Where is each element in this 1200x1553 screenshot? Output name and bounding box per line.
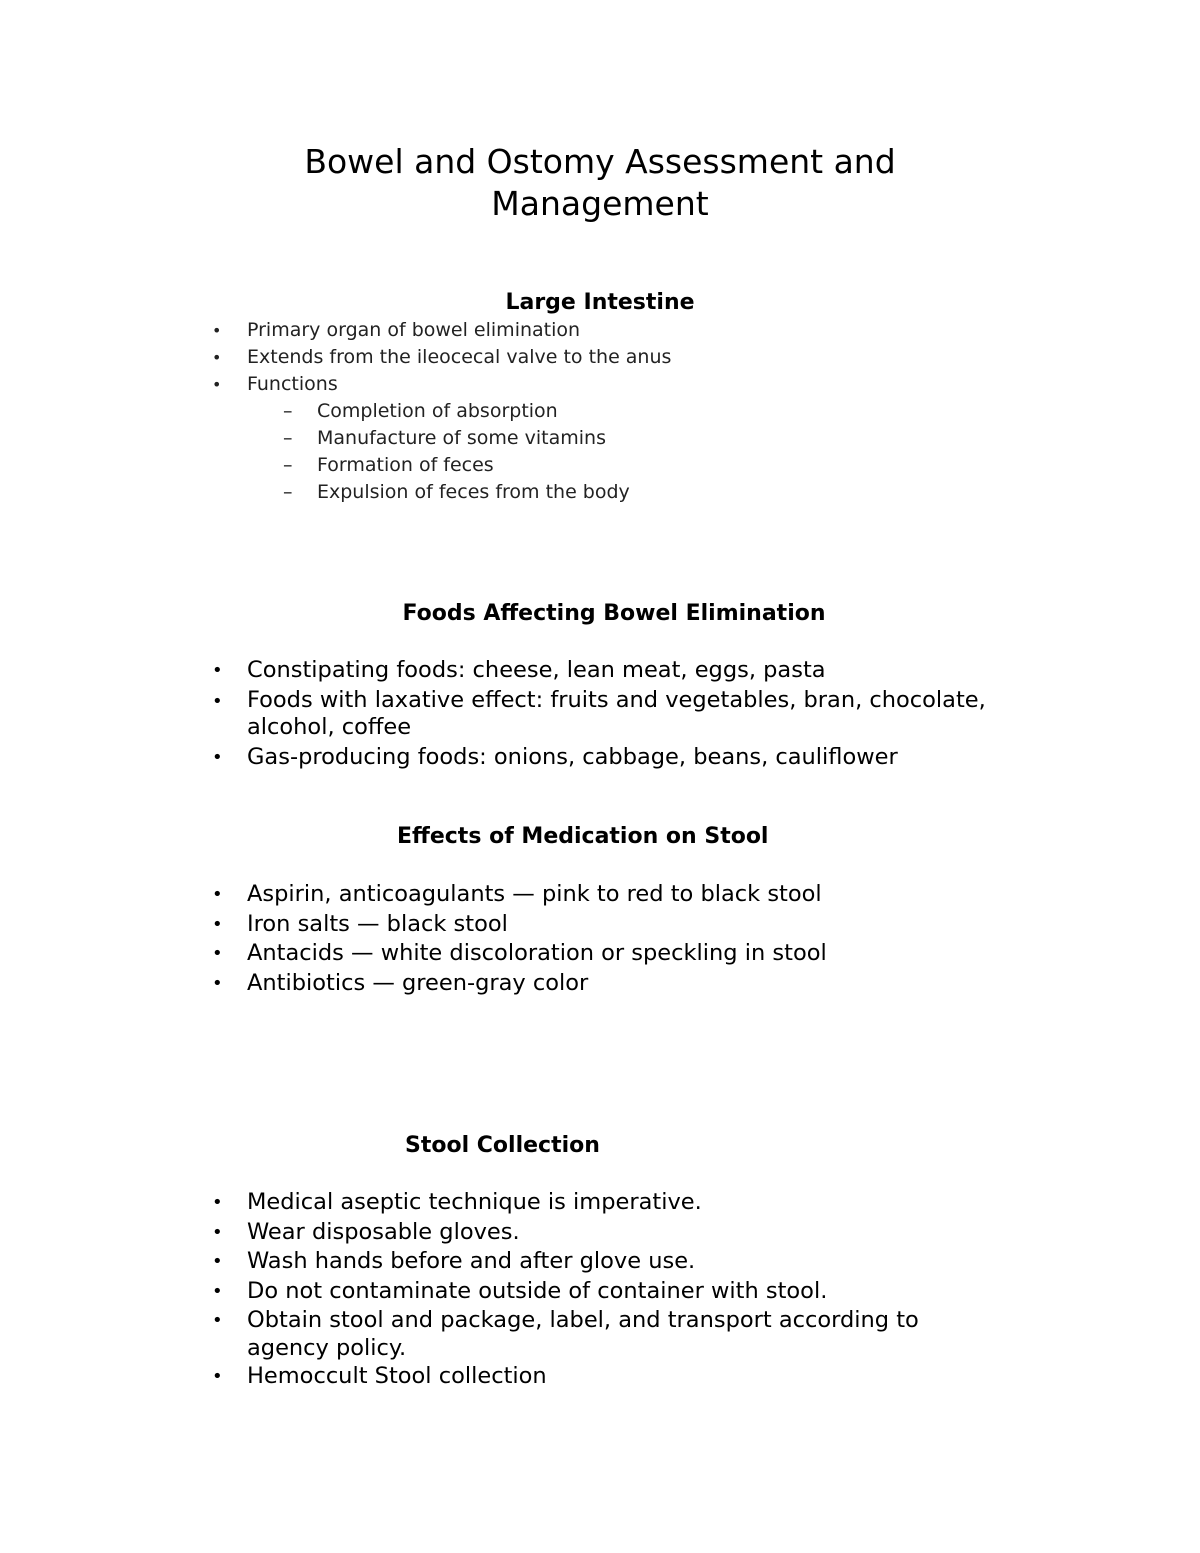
dash-icon: – [283, 427, 293, 449]
bullet-icon: • [212, 746, 223, 768]
list-item-text: Hemoccult Stool collection [247, 1363, 547, 1389]
list-item-text: Constipating foods: cheese, lean meat, eggs, pasta [247, 657, 826, 683]
list-item-text: Wear disposable gloves. [247, 1218, 520, 1245]
sub-list-item [0, 479, 1117, 506]
list-item [0, 317, 1117, 344]
list-item-text: Extends from the ileocecal valve to the anus [247, 346, 672, 368]
medication-list [0, 880, 1047, 998]
list-item-text: Antibiotics — green-gray color [247, 969, 589, 996]
bullet-icon: • [212, 348, 222, 367]
dash-icon: – [283, 454, 293, 476]
list-item-text: Obtain stool and package, label, and transport according to agency policy. [247, 1307, 919, 1361]
list-item-text: Medical aseptic technique is imperative. [247, 1189, 702, 1215]
list-item [0, 743, 1047, 773]
bullet-icon: • [212, 1192, 223, 1213]
list-item-text: Do not contaminate outside of container with stool. [247, 1277, 828, 1304]
bullet-icon: • [212, 690, 223, 712]
list-item [0, 969, 1047, 999]
list-item [0, 371, 1117, 398]
sub-list-item [0, 425, 1117, 452]
sub-list-item-text: Completion of absorption [317, 400, 558, 422]
list-item [0, 1218, 1047, 1248]
foods-list [0, 656, 1047, 772]
bullet-icon: • [212, 884, 223, 905]
bullet-icon: • [212, 1280, 223, 1302]
bullet-icon: • [212, 913, 223, 935]
document-title [0, 141, 1200, 225]
large-intestine-list [0, 317, 1117, 506]
list-item [0, 687, 1047, 741]
list-item-text: Iron salts — black stool [247, 910, 508, 937]
bullet-icon: • [212, 1366, 223, 1387]
list-item [0, 1306, 1047, 1362]
bullet-icon: • [212, 375, 222, 394]
stool-collection-list [0, 1188, 1047, 1392]
sub-list-item [0, 398, 1117, 425]
list-item [0, 880, 1047, 910]
list-item-text: Primary organ of bowel elimination [247, 319, 581, 341]
medication-heading: Effects of Medication on Stool [397, 824, 769, 849]
bullet-icon: • [212, 1221, 223, 1243]
sub-list-item-text: Manufacture of some vitamins [317, 427, 606, 449]
list-item [0, 1277, 1047, 1307]
list-item [0, 656, 1047, 686]
title-line-2: Management [491, 184, 709, 223]
list-item [0, 344, 1117, 371]
bullet-icon: • [212, 1251, 223, 1272]
foods-heading: Foods Affecting Bowel Elimination [402, 601, 826, 626]
stool-collection-heading: Stool Collection [405, 1133, 600, 1158]
list-item [0, 910, 1047, 940]
list-item-text: Foods with laxative effect: fruits and vegetables, bran, chocolate, alcohol, coffee [247, 686, 986, 740]
dash-icon: – [283, 400, 293, 422]
bullet-icon: • [212, 660, 223, 681]
sub-list-item [0, 452, 1117, 479]
list-item-text: Wash hands before and after glove use. [247, 1248, 696, 1274]
large-intestine-heading: Large Intestine [505, 290, 695, 315]
sub-list-item-text: Formation of feces [317, 454, 494, 476]
list-item [0, 1188, 1047, 1218]
list-item-text: Functions [247, 373, 338, 395]
bullet-icon: • [212, 943, 223, 964]
list-item [0, 939, 1047, 969]
bullet-icon: • [212, 972, 223, 994]
dash-icon: – [283, 481, 293, 503]
bullet-icon: • [212, 1310, 223, 1331]
sub-list-item-text: Expulsion of feces from the body [317, 481, 630, 503]
list-item [0, 1247, 1047, 1277]
title-line-1: Bowel and Ostomy Assessment and [304, 142, 896, 181]
list-item-text: Antacids — white discoloration or speckling in stool [247, 940, 827, 966]
list-item-text: Gas-producing foods: onions, cabbage, beans, cauliflower [247, 743, 898, 770]
list-item-text: Aspirin, anticoagulants — pink to red to black stool [247, 881, 822, 907]
list-item [0, 1362, 1047, 1392]
bullet-icon: • [212, 321, 222, 340]
